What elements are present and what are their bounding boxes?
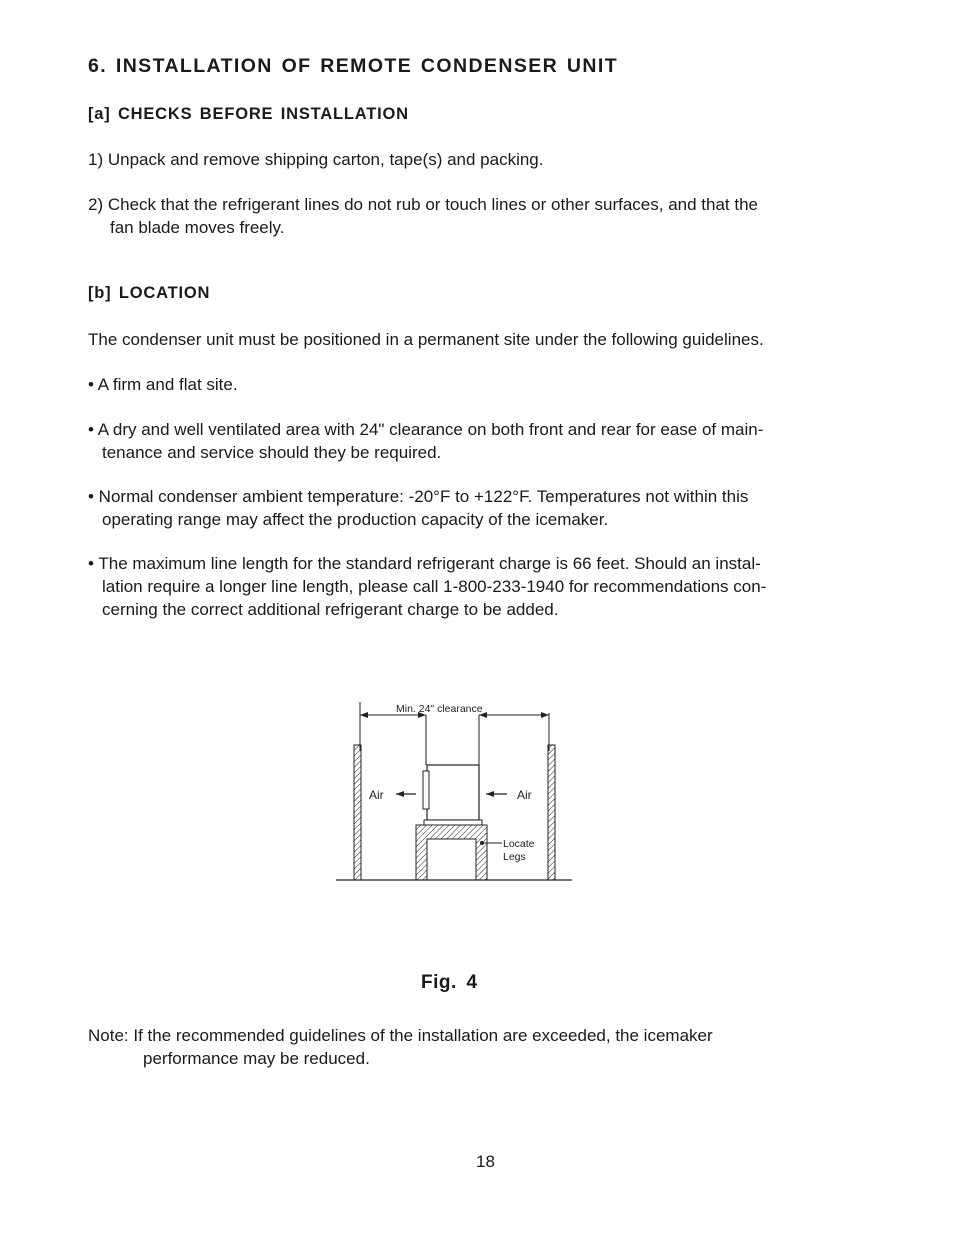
air-label-right: Air bbox=[517, 788, 532, 802]
location-bullet-1: • A firm and flat site. bbox=[88, 375, 238, 394]
location-bullet-2-line-2: tenance and service should they be required. bbox=[102, 443, 442, 462]
location-bullet-4 bbox=[88, 552, 766, 621]
note bbox=[88, 1024, 713, 1070]
unit-base bbox=[424, 820, 482, 825]
clearance-label: Min. 24" clearance bbox=[396, 703, 483, 715]
right-wall bbox=[548, 745, 555, 880]
note-line-1: Note: If the recommended guidelines of the installation are exceeded, the icemaker bbox=[88, 1026, 713, 1045]
location-bullet-3-line-1: • Normal condenser ambient temperature: -20°F to +122°F. Temperatures not within this bbox=[88, 487, 749, 506]
air-label-left: Air bbox=[369, 788, 384, 802]
location-bullet-4-line-2: lation require a longer line length, please call 1-800-233-1940 for recommendations con- bbox=[102, 577, 767, 596]
checks-item-2-line-1: 2) Check that the refrigerant lines do not rub or touch lines or other surfaces, and that the bbox=[88, 195, 758, 214]
condenser-clearance-diagram bbox=[330, 695, 580, 890]
air-arrow-left bbox=[396, 791, 416, 797]
condenser-unit bbox=[427, 765, 479, 820]
legs-label-line-1: Locate bbox=[503, 838, 535, 850]
checks-item-1: 1) Unpack and remove shipping carton, tape(s) and packing. bbox=[88, 150, 544, 169]
location-bullet-2 bbox=[88, 418, 763, 464]
checks-item-2 bbox=[88, 193, 758, 239]
location-heading: [b] LOCATION bbox=[88, 284, 211, 302]
section-title: 6. INSTALLATION OF REMOTE CONDENSER UNIT bbox=[88, 55, 619, 77]
location-bullet-3 bbox=[88, 485, 748, 531]
stand bbox=[416, 825, 487, 880]
figure-caption: Fig. 4 bbox=[421, 972, 478, 993]
left-wall bbox=[354, 745, 361, 880]
note-line-2: performance may be reduced. bbox=[143, 1049, 370, 1068]
location-bullet-4-line-1: • The maximum line length for the standard refrigerant charge is 66 feet. Should an instal- bbox=[88, 554, 761, 573]
location-bullet-2-line-1: • A dry and well ventilated area with 24" clearance on both front and rear for ease of main- bbox=[88, 420, 764, 439]
legs-label-line-2: Legs bbox=[503, 851, 526, 863]
checks-item-2-line-2: fan blade moves freely. bbox=[110, 218, 285, 237]
location-bullet-3-line-2: operating range may affect the production capacity of the icemaker. bbox=[102, 510, 609, 529]
condenser-coil bbox=[423, 771, 429, 809]
location-bullet-4-line-3: cerning the correct additional refrigerant charge to be added. bbox=[102, 600, 559, 619]
air-arrow-right bbox=[486, 791, 507, 797]
page-number: 18 bbox=[476, 1152, 495, 1171]
location-intro: The condenser unit must be positioned in a permanent site under the following guidelines. bbox=[88, 330, 764, 349]
checks-heading: [a] CHECKS BEFORE INSTALLATION bbox=[88, 105, 409, 123]
